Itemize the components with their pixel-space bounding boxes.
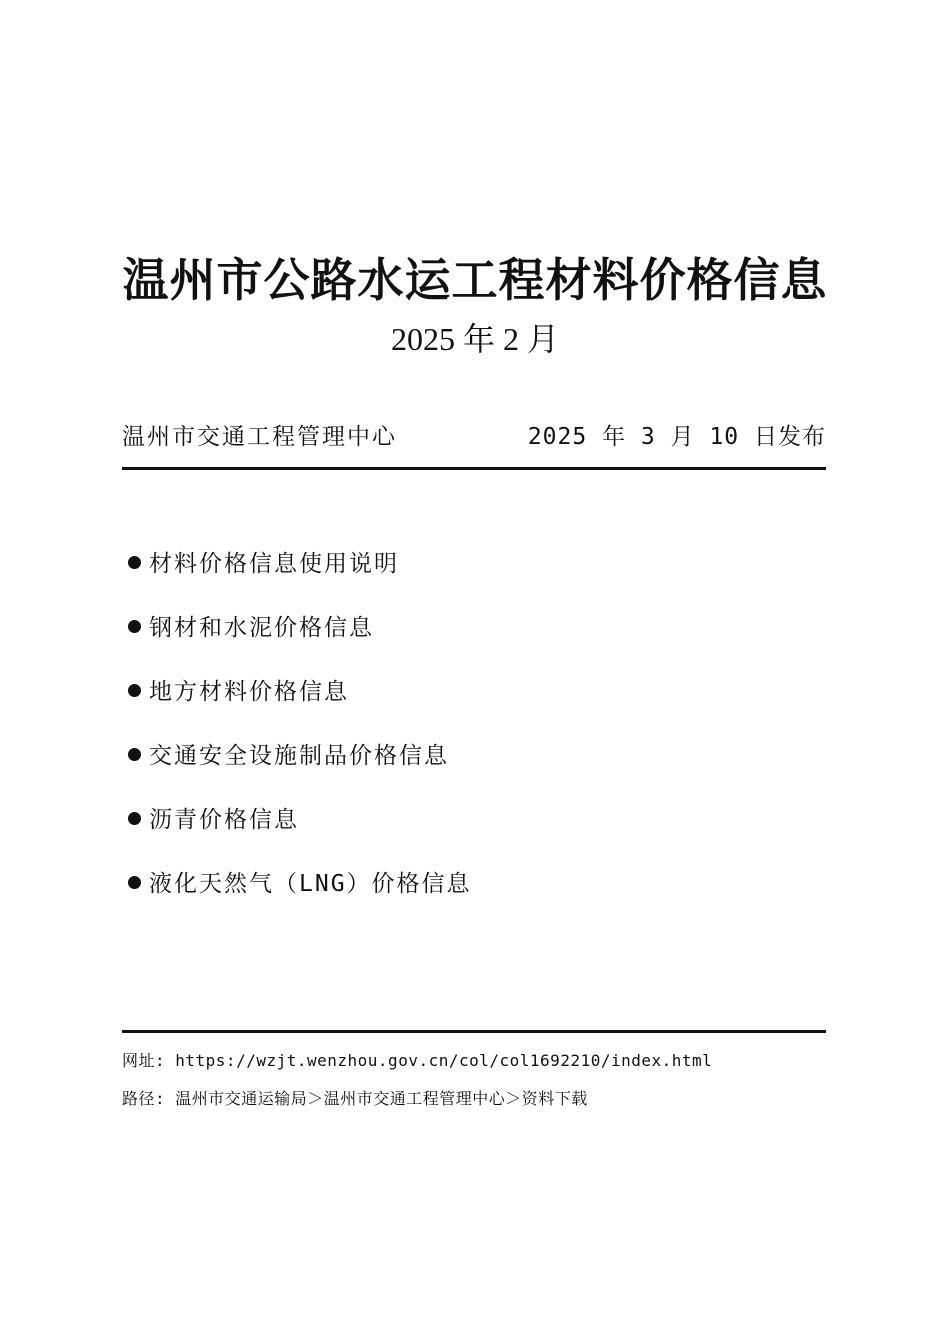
toc-item-steel-cement bbox=[128, 609, 472, 673]
toc-item-asphalt bbox=[128, 801, 472, 865]
toc-item-label: 地方材料价格信息 bbox=[149, 679, 349, 705]
bullet-icon bbox=[128, 556, 141, 569]
toc-item-label: 钢材和水泥价格信息 bbox=[149, 615, 374, 641]
footer-divider bbox=[122, 1030, 826, 1033]
toc-item-label: 沥青价格信息 bbox=[149, 807, 299, 833]
bullet-icon bbox=[128, 620, 141, 633]
toc-item-label: 液化天然气（LNG）价格信息 bbox=[149, 871, 472, 897]
toc-item-local-materials bbox=[128, 673, 472, 737]
table-of-contents bbox=[128, 545, 472, 929]
footer-url: 网址: https://wzjt.wenzhou.gov.cn/col/col1692210/index.html bbox=[122, 1051, 713, 1070]
toc-item-label: 交通安全设施制品价格信息 bbox=[149, 743, 449, 769]
footer-path: 路径: 温州市交通运输局＞温州市交通工程管理中心＞资料下载 bbox=[122, 1089, 588, 1108]
bullet-icon bbox=[128, 748, 141, 761]
publisher-name: 温州市交通工程管理中心 bbox=[122, 424, 397, 450]
bullet-icon bbox=[128, 876, 141, 889]
toc-item-traffic-safety bbox=[128, 737, 472, 801]
bullet-icon bbox=[128, 684, 141, 697]
issue-date: 2025 年 2 月 bbox=[390, 321, 559, 357]
toc-item-usage-notes bbox=[128, 545, 472, 609]
publish-date: 2025 年 3 月 10 日发布 bbox=[527, 424, 826, 450]
toc-item-label: 材料价格信息使用说明 bbox=[149, 551, 399, 577]
bullet-icon bbox=[128, 812, 141, 825]
toc-item-lng bbox=[128, 865, 472, 929]
header-divider bbox=[122, 467, 826, 470]
document-title: 温州市公路水运工程材料价格信息 bbox=[122, 253, 828, 307]
